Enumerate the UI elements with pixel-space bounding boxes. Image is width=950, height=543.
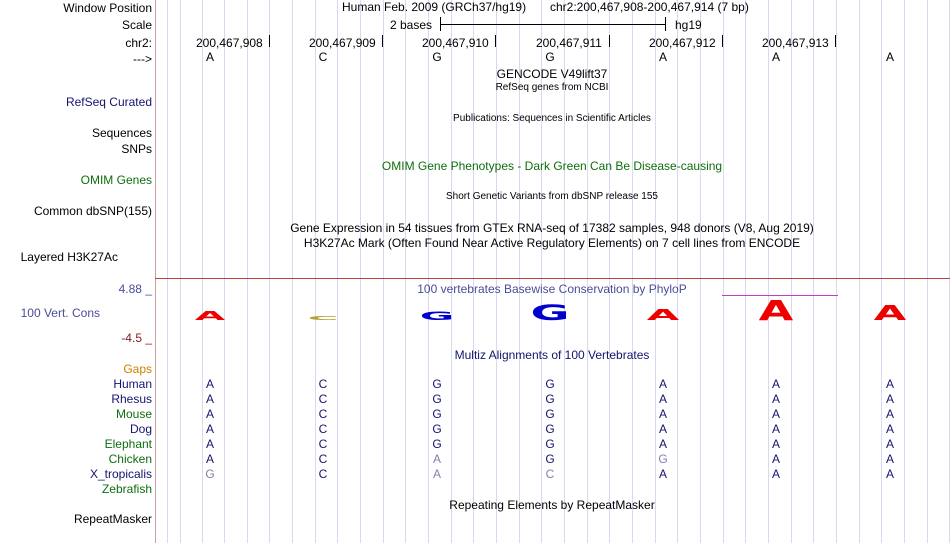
publications-track-title[interactable]: Publications: Sequences in Scientific Articles [453,113,651,124]
label-refseq-curated[interactable]: RefSeq Curated [65,95,152,109]
label-scale: Scale [121,18,152,32]
alignment-base: A [658,422,668,436]
base: A [771,50,781,64]
alignment-base: A [205,407,215,421]
coord-label: 200,467,911 [536,36,602,50]
alignment-base: G [545,377,555,391]
alignment-base: A [658,437,668,451]
alignment-base: A [771,407,781,421]
scale-text: 2 bases [390,18,433,32]
alignment-base: A [885,467,895,481]
alignment-base: A [885,422,895,436]
position-label: chr2:200,467,908-200,467,914 (7 bp) [550,0,749,14]
alignment-base: A [205,422,215,436]
alignment-base: A [885,452,895,466]
phylop-track-title[interactable]: 100 vertebrates Basewise Conservation by PhyloP [417,282,687,296]
label-mouse[interactable]: Mouse [115,407,152,421]
label-strand[interactable]: ---> [133,52,152,66]
alignment-base: G [545,437,555,451]
label-common-dbsnp[interactable]: Common dbSNP(155) [33,204,152,218]
cons-letter-g: G [530,300,570,326]
alignment-base: C [318,407,328,421]
alignment-base: A [432,467,442,481]
alignment-base: G [658,452,668,466]
label-dog[interactable]: Dog [129,422,152,436]
label-zebrafish[interactable]: Zebrafish [101,482,152,496]
alignment-base: C [318,377,328,391]
label-cons-max: 4.88 _ [118,282,152,296]
alignment-base: A [658,377,668,391]
cons-letter-c: C [307,315,339,322]
alignment-base: C [318,437,328,451]
omim-track-title[interactable]: OMIM Gene Phenotypes - Dark Green Can Be Disease-causing [381,159,723,173]
base: A [205,50,215,64]
label-x-tropicalis[interactable]: X_tropicalis [89,467,152,481]
alignment-base: C [545,467,555,481]
gtex-track-title[interactable]: Gene Expression in 54 tissues from GTEx RNA-seq of 17382 samples, 948 donors (V8, Aug 2019) [290,221,814,235]
label-snps[interactable]: SNPs [121,142,152,156]
dbsnp-track-title[interactable]: Short Genetic Variants from dbSNP release 155 [446,191,658,202]
multiz-track-title[interactable]: Multiz Alignments of 100 Vertebrates [454,348,650,362]
label-gaps[interactable]: Gaps [123,362,152,376]
alignment-base: G [205,467,215,481]
base: A [658,50,668,64]
alignment-base: G [545,407,555,421]
alignment-base: G [545,392,555,406]
alignment-base: A [771,392,781,406]
base: G [545,50,555,64]
alignment-base: G [432,422,442,436]
alignment-base: A [885,437,895,451]
label-layered-h3k27ac[interactable]: Layered H3K27Ac [20,250,118,264]
repeatmasker-track-title[interactable]: Repeating Elements by RepeatMasker [449,498,655,512]
alignment-base: A [432,452,442,466]
label-rhesus[interactable]: Rhesus [111,392,152,406]
coord-label: 200,467,909 [309,36,376,50]
base: C [318,50,328,64]
assembly-label: Human Feb. 2009 (GRCh37/hg19) [342,0,527,14]
label-100-vert-cons[interactable]: 100 Vert. Cons [20,306,100,320]
label-omim-genes[interactable]: OMIM Genes [80,173,152,187]
refseq-track-title[interactable]: RefSeq genes from NCBI [495,82,609,93]
alignment-base: G [432,437,442,451]
base: A [885,50,895,64]
coord-label: 200,467,908 [196,36,263,50]
alignment-base: A [771,377,781,391]
cons-letter-a: A [646,306,680,324]
coord-label: 200,467,910 [422,36,489,50]
alignment-base: A [771,467,781,481]
label-elephant[interactable]: Elephant [104,437,152,451]
coord-label: 200,467,913 [762,36,829,50]
cons-letter-g: G [419,309,455,324]
label-chr: chr2: [125,36,152,50]
gencode-track-title[interactable]: GENCODE V49lift37 [496,67,608,81]
alignment-base: C [318,452,328,466]
coord-label: 200,467,912 [649,36,716,50]
alignment-base: C [318,392,328,406]
scale-db: hg19 [675,18,702,32]
alignment-base: G [545,452,555,466]
alignment-base: G [432,377,442,391]
alignment-base: A [771,422,781,436]
alignment-base: A [205,377,215,391]
cons-letter-a: A [873,301,907,325]
alignment-base: A [205,437,215,451]
alignment-base: G [432,407,442,421]
cons-letter-a: A [758,293,794,327]
alignment-base: A [885,407,895,421]
label-human[interactable]: Human [113,377,152,391]
label-sequences[interactable]: Sequences [91,126,152,140]
label-chicken[interactable]: Chicken [108,452,152,466]
alignment-base: A [771,437,781,451]
alignment-base: A [658,467,668,481]
alignment-base: A [885,377,895,391]
label-cons-min: -4.5 _ [121,331,152,345]
alignment-base: A [771,452,781,466]
alignment-base: G [545,422,555,436]
alignment-base: A [658,392,668,406]
alignment-base: A [885,392,895,406]
alignment-base: A [658,407,668,421]
base: G [432,50,442,64]
h3k27ac-track-title[interactable]: H3K27Ac Mark (Often Found Near Active Regulatory Elements) on 7 cell lines from ENCODE [303,236,801,250]
label-repeatmasker[interactable]: RepeatMasker [73,512,152,526]
alignment-base: A [205,392,215,406]
alignment-base: C [318,422,328,436]
label-window-position: Window Position [63,1,152,15]
alignment-base: A [205,452,215,466]
cons-letter-a: A [194,308,226,324]
alignment-base: G [432,392,442,406]
alignment-base: C [318,467,328,481]
